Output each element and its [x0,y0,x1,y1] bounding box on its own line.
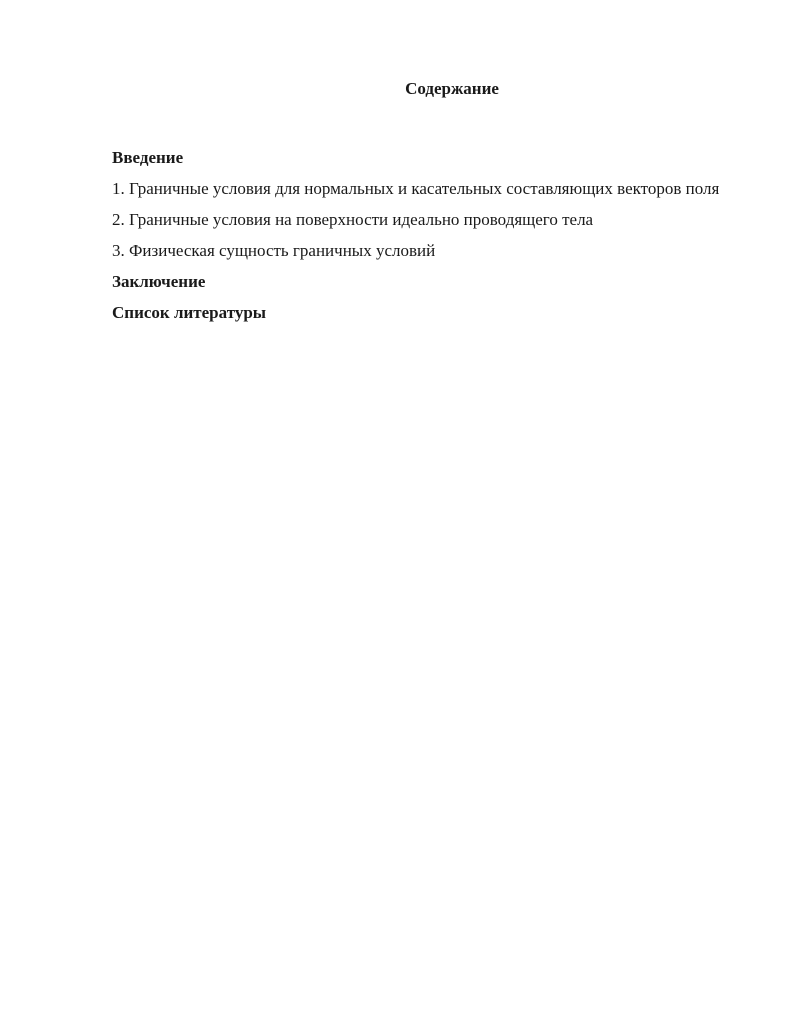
toc-title: Содержание [405,79,499,98]
toc-entry-conclusion: Заключение [112,272,206,291]
toc-entry-section-3: 3. Физическая сущность граничных условий [112,241,436,260]
toc-entry-section-1: 1. Граничные условия для нормальных и касательных составляющих векторов поля [112,179,720,198]
table-of-contents [112,142,752,328]
toc-entry-section-2: 2. Граничные условия на поверхности идеально проводящего тела [112,210,594,229]
toc-entry-references: Список литературы [112,303,267,322]
toc-entry-introduction: Введение [112,148,184,167]
